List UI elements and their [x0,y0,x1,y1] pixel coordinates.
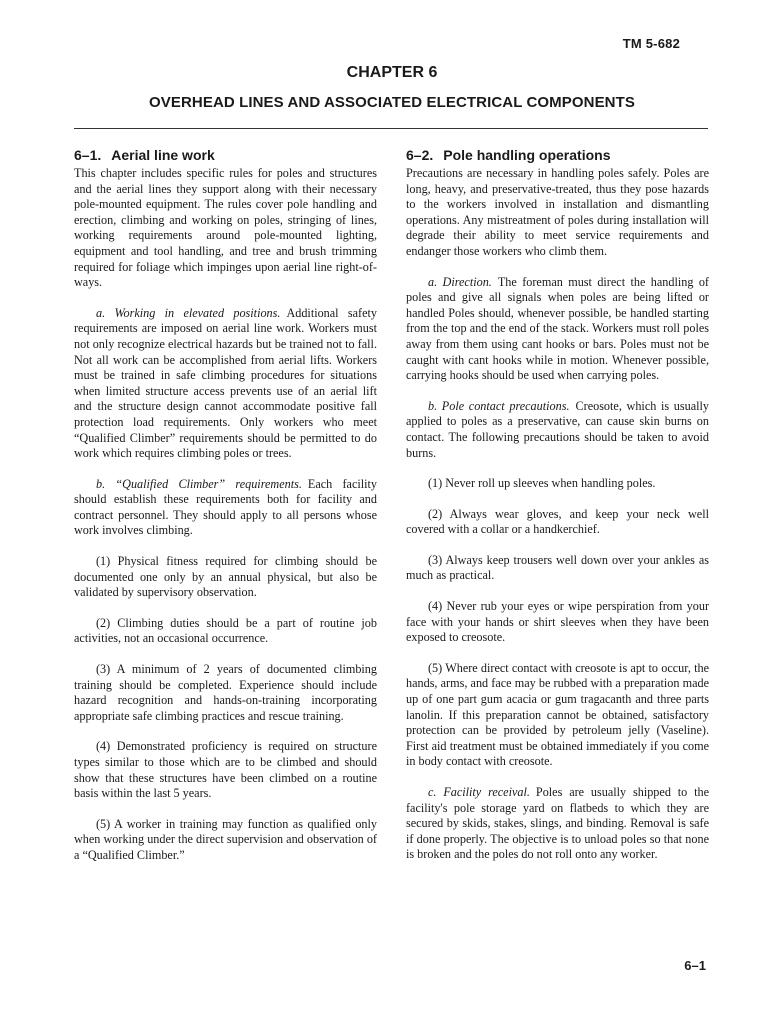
list-item: (3) A minimum of 2 years of documented climbing training should be completed. Experience should include hazard recognition and hands-on-training incorporating appropriate safe climbing practices and rescue training. [74,662,377,723]
section-number: 6–2. [406,147,434,163]
paragraph-heading: b. “Qualified Climber” requirements. [96,476,302,491]
section-6-1-heading [74,146,377,164]
paragraph-heading: a. Working in elevated positions. [96,305,281,320]
paragraph-text: Each facility should establish these requirements both for facility and contract personnel. They should apply to all persons whose work involves climbing. [74,476,377,538]
list-item: (2) Always wear gloves, and keep your neck well covered with a collar or a handkerchief. [406,506,709,537]
left-column [74,146,377,879]
paragraph-text: The foreman must direct the handling of poles and give all signals when poles are being lifted or handled Poles should, whenever possible, be handled starting from the top and the end of the stack. Workers must roll poles away from them using cant hooks or bars. Poles must not be caught with cant hooks while in motion. Whenever possible, carrying hooks should be used when carrying poles. [406,274,709,383]
list-item: (3) Always keep trousers well down over your ankles as much as practical. [406,552,709,583]
paragraph-text: Poles are usually shipped to the facility's pole storage yard on flatbeds to which they are secured by skids, stakes, slings, and binding. Removal is safe if done properly. The objective is to unload poles so that none is broken and the poles do not roll onto any worker. [406,785,709,862]
list-item: (5) Where direct contact with creosote is apt to occur, the hands, arms, and face may be rubbed with a preparation made up of one part gum acacia or gum tragacanth and three parts lanolin. If this preparation cannot be obtained, satisfactory protection can be provided by petroleum jelly (Vaseline). First aid treatment must be obtained immediately if you come in body contact with creosote. [406,660,709,769]
list-item: (2) Climbing duties should be a part of routine job activities, not an occasional occurrence. [74,615,377,646]
header-rule [74,128,708,129]
list-item: (4) Never rub your eyes or wipe perspiration from your face with your hands or shirt sleeves when they have been exposed to creosote. [406,599,709,645]
section-6-2-heading [406,146,709,164]
paragraph-heading: c. Facility receival. [428,785,530,799]
list-item: (5) A worker in training may function as qualified only when working under the direct supervision and observation of a “Qualified Climber.” [74,816,377,862]
paragraph-c [406,785,709,863]
section-title: Aerial line work [111,147,215,163]
list-item: (4) Demonstrated proficiency is required on structure types similar to those which are to be climbed and should show that these structures have been climbed on a routine basis within the last 5 years. [74,739,377,801]
chapter-title: OVERHEAD LINES AND ASSOCIATED ELECTRICAL COMPONENTS [149,94,635,111]
page-number: 6–1 [684,958,706,973]
document-id: TM 5-682 [622,36,680,51]
paragraph-b [406,399,709,461]
list-item: (1) Never roll up sleeves when handling poles. [428,476,656,491]
paragraph-b [74,477,377,539]
section-title: Pole handling operations [443,147,611,163]
paragraph-heading: b. Pole contact precautions. [428,398,570,413]
paragraph-a [406,275,709,384]
section-6-1-intro: This chapter includes specific rules for poles and structures and the aerial lines they support along with their necessary pole-mounted equipment. The rules cover pole handling and erection, climbing and working on poles, stringing of lines, working requirements around pole-mounted lighting, equipment and tool handling, and tree and brush trimming required for foliage which impinges upon aerial line right-of-ways. [74,166,377,290]
section-number: 6–1. [74,147,102,163]
right-column [406,146,709,878]
paragraph-a [74,306,377,462]
paragraph-text: Creosote, which is usually applied to poles as a preservative, can cause skin burns on contact. The following precautions should be taken to avoid burns. [406,398,709,460]
section-6-2-intro: Precautions are necessary in handling poles safely. Poles are long, heavy, and preservative-treated, thus they pose hazards to the workers involved in installation and dismantling operations. Any mistreatment of poles during installation will degrade their ability to meet service requirements and endanger those workers who climb them. [406,166,709,258]
list-item: (1) Physical fitness required for climbing should be documented one only by an annual physical, but also be validated by supervisory observation. [74,554,377,600]
paragraph-text: Additional safety requirements are imposed on aerial line work. Workers must not only recognize electrical hazards but be trained not to fall. Not all work can be accomplished from aerial lifts. Workers must be trained in safe climbing procedures for situations when limited structure access prevents use of an aerial lift and the structure design cannot accommodate positive fall protection load requirements. Only workers who meet “Qualified Climber” requirements should be permitted to do work which requires climbing poles or trees. [74,305,377,461]
chapter-heading: CHAPTER 6 [346,64,438,81]
paragraph-heading: a. Direction. [428,274,492,289]
